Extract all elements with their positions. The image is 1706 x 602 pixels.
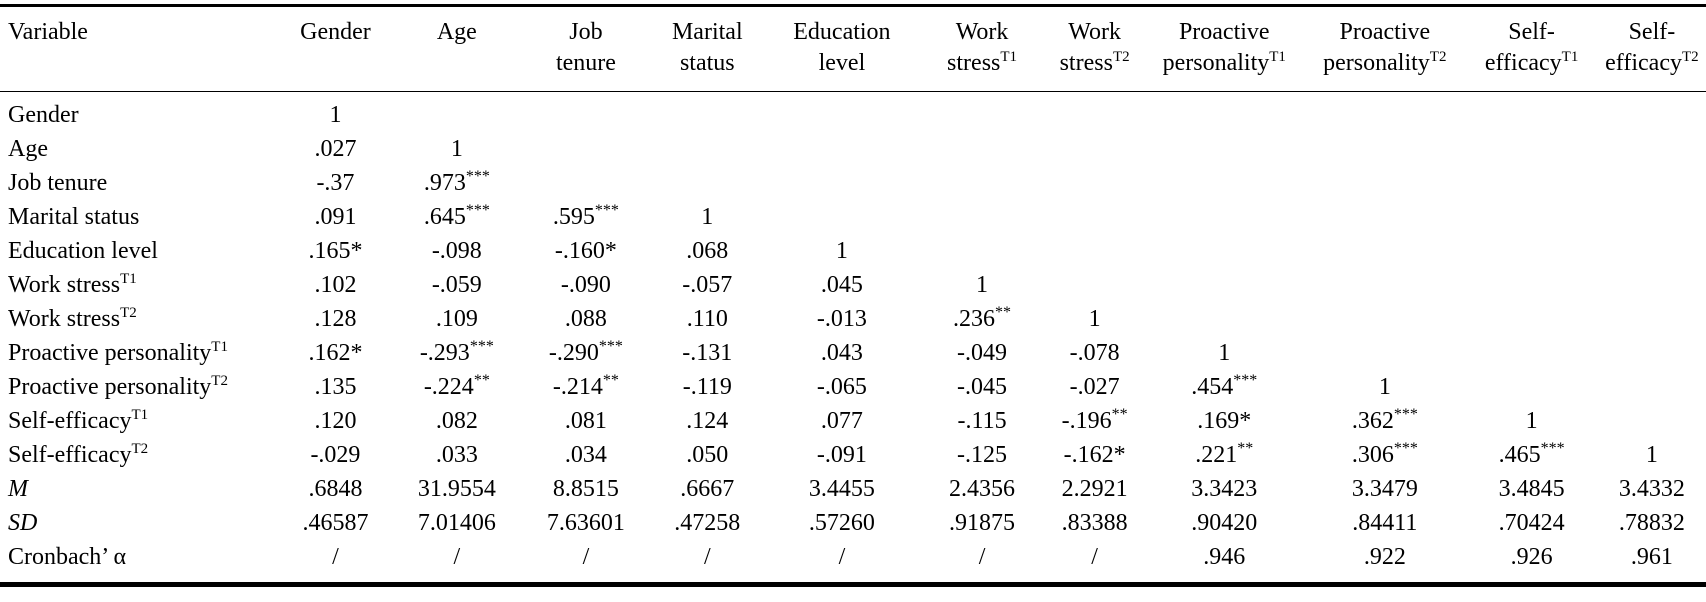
table-cell (919, 92, 1045, 133)
table-cell: 1 (1645, 442, 1658, 468)
table-row (0, 370, 1706, 404)
table-cell (1465, 268, 1597, 302)
table-cell (1304, 404, 1465, 438)
table-row (0, 200, 1706, 234)
table-cell (1465, 92, 1597, 133)
table-cell: .46587 (302, 510, 369, 536)
table-cell: 8.8515 (552, 476, 619, 502)
header-text: Marital (671, 19, 743, 45)
table-cell: .102 (314, 272, 357, 298)
table-cell (919, 166, 1045, 200)
table-cell: -.160* (554, 238, 617, 264)
row-label-text: Cronbach’ α (8, 544, 127, 570)
header-text: personality (1323, 50, 1430, 76)
header-text: stress (947, 50, 1001, 76)
column-header (1465, 6, 1597, 92)
table-cell: .78832 (1618, 510, 1685, 536)
column-header (1144, 6, 1304, 92)
table-cell: 1 (329, 102, 342, 128)
table-cell (1465, 132, 1597, 166)
header-row (0, 6, 1706, 92)
header-text: efficacy (1484, 50, 1562, 76)
row-label-superscript: T1 (120, 271, 137, 287)
column-header (919, 6, 1045, 92)
table-cell (1144, 132, 1304, 166)
table-cell (1304, 234, 1465, 268)
table-cell (919, 302, 1045, 336)
table-cell: .088 (564, 306, 607, 332)
header-text: stress (1059, 50, 1113, 76)
header-superscript: T1 (1269, 49, 1286, 65)
table-cell: .068 (686, 238, 729, 264)
header-text: level (818, 50, 866, 76)
table-cell: .128 (314, 306, 357, 332)
table-cell (1598, 132, 1706, 166)
header-text: personality (1162, 50, 1270, 76)
table-cell (522, 200, 650, 234)
table-cell (1144, 370, 1304, 404)
table-cell: .922 (1363, 544, 1406, 570)
cell-value: .306 (1351, 442, 1394, 468)
table-cell: 7.63601 (546, 510, 625, 536)
header-superscript: T1 (1000, 49, 1018, 65)
table-cell: .135 (314, 374, 357, 400)
cell-value: .221 (1195, 442, 1238, 468)
header-text: Self- (1628, 19, 1676, 45)
table-cell: -.059 (431, 272, 482, 298)
row-label-superscript: T2 (211, 373, 228, 389)
table-cell: 1 (1088, 306, 1101, 332)
header-text: Gender (300, 19, 371, 45)
table-cell: 2.2921 (1061, 476, 1128, 502)
table-cell: -.045 (957, 374, 1008, 400)
column-header (765, 6, 919, 92)
table-cell: .84411 (1352, 510, 1418, 536)
table-row (0, 92, 1706, 133)
table-cell (765, 166, 919, 200)
cell-value: .236 (953, 306, 996, 332)
header-text: Education (793, 19, 891, 45)
row-label-text: Marital status (8, 204, 140, 230)
table-cell (765, 92, 919, 133)
table-cell: .926 (1510, 544, 1553, 570)
table-cell (522, 92, 650, 133)
table-cell: 3.3479 (1351, 476, 1418, 502)
cell-value: .645 (423, 204, 466, 230)
table-cell (1598, 302, 1706, 336)
table-cell: .90420 (1191, 510, 1258, 536)
table-cell: .124 (686, 408, 729, 434)
row-label (0, 200, 279, 234)
table-cell: .83388 (1061, 510, 1128, 536)
table-cell: -.049 (957, 340, 1008, 366)
row-label (0, 506, 279, 540)
table-cell: / (1091, 544, 1098, 570)
table-cell: .033 (435, 442, 478, 468)
row-label (0, 540, 279, 585)
column-header (522, 6, 650, 92)
table-cell: / (703, 544, 711, 570)
header-text: Proactive (1178, 19, 1270, 45)
table-cell: .169* (1197, 408, 1252, 434)
row-label-superscript: T1 (131, 407, 149, 423)
significance-stars: ** (995, 304, 1012, 321)
table-cell: 1 (1525, 408, 1538, 434)
table-cell (392, 166, 522, 200)
table-row (0, 404, 1706, 438)
header-text: Work (955, 19, 1009, 45)
column-header (392, 6, 522, 92)
table-row (0, 336, 1706, 370)
table-cell: .082 (435, 408, 478, 434)
significance-stars: *** (594, 202, 619, 219)
cell-value: -.214 (552, 374, 603, 400)
table-row (0, 438, 1706, 472)
table-cell (1465, 302, 1597, 336)
table-row (0, 506, 1706, 540)
table-cell: .57260 (808, 510, 875, 536)
table-cell: 3.3423 (1191, 476, 1258, 502)
table-cell (1045, 200, 1144, 234)
column-header (1598, 6, 1706, 92)
table-cell: / (453, 544, 461, 570)
table-cell (1465, 200, 1597, 234)
header-text: Proactive (1339, 19, 1431, 45)
table-cell (919, 132, 1045, 166)
header-text: Job (569, 19, 603, 45)
row-label-text: SD (8, 510, 38, 536)
table-cell: .946 (1203, 544, 1246, 570)
table-cell: 1 (450, 136, 463, 162)
table-cell (1465, 370, 1597, 404)
header-text: Self- (1508, 19, 1555, 45)
table-cell: .165* (308, 238, 363, 264)
table-cell (1144, 438, 1304, 472)
table-cell (392, 336, 522, 370)
row-label-text: Education level (8, 238, 158, 264)
table-cell (522, 166, 650, 200)
table-cell (650, 132, 765, 166)
header-superscript: T2 (1112, 49, 1130, 65)
table-cell: .109 (435, 306, 478, 332)
table-cell (1598, 166, 1706, 200)
table-cell: .027 (314, 136, 357, 162)
column-header-variable (0, 6, 279, 92)
table-cell: -.115 (957, 408, 1007, 434)
significance-stars: ** (473, 372, 490, 389)
table-cell (1045, 132, 1144, 166)
table-cell: .91875 (949, 510, 1016, 536)
table-cell: 1 (835, 238, 848, 264)
table-cell: .961 (1630, 544, 1673, 570)
table-cell: 1 (701, 204, 714, 230)
table-row (0, 472, 1706, 506)
row-label-text: Work stress (8, 306, 121, 332)
table-cell (1045, 268, 1144, 302)
significance-stars: ** (602, 372, 619, 389)
table-cell: -.098 (431, 238, 482, 264)
table-cell (650, 166, 765, 200)
row-label-text: Proactive personality (8, 374, 212, 400)
table-cell (392, 370, 522, 404)
row-label (0, 472, 279, 506)
table-cell: -.065 (816, 374, 867, 400)
significance-stars: ** (1237, 440, 1254, 457)
table-cell (1304, 336, 1465, 370)
table-cell: -.125 (957, 442, 1008, 468)
table-cell: -.078 (1069, 340, 1120, 366)
table-cell: .081 (564, 408, 607, 434)
table-cell (1598, 404, 1706, 438)
table-cell: / (332, 544, 339, 570)
table-cell (1598, 336, 1706, 370)
row-label (0, 166, 279, 200)
header-text: Variable (8, 19, 88, 45)
table-cell: / (838, 544, 846, 570)
table-cell (1465, 234, 1597, 268)
table-cell (1144, 92, 1304, 133)
table-cell: -.119 (682, 374, 732, 400)
table-cell (1598, 92, 1706, 133)
table-cell (1304, 200, 1465, 234)
table-cell: 1 (1378, 374, 1391, 400)
row-label (0, 438, 279, 472)
row-label (0, 370, 279, 404)
table-cell: .045 (820, 272, 863, 298)
row-label-text: Self-efficacy (8, 408, 132, 434)
row-label (0, 92, 279, 133)
table-row (0, 166, 1706, 200)
cell-value: .362 (1351, 408, 1394, 434)
table-cell (1304, 268, 1465, 302)
column-header (650, 6, 765, 92)
table-row (0, 302, 1706, 336)
column-header (1304, 6, 1465, 92)
correlation-table (0, 4, 1706, 587)
row-label-text: Work stress (8, 272, 121, 298)
table-cell (1465, 166, 1597, 200)
significance-stars: ** (1111, 406, 1128, 423)
column-header (279, 6, 392, 92)
cell-value: .595 (552, 204, 595, 230)
cell-value: -.290 (548, 340, 599, 366)
table-cell (765, 132, 919, 166)
table-cell (1144, 268, 1304, 302)
significance-stars: *** (469, 338, 494, 355)
table-row (0, 132, 1706, 166)
significance-stars: *** (1393, 406, 1418, 423)
table-cell (522, 370, 650, 404)
row-label-text: Proactive personality (8, 340, 212, 366)
table-cell: .162* (308, 340, 363, 366)
header-superscript: T1 (1561, 49, 1579, 65)
table-cell: .050 (686, 442, 729, 468)
cell-value: -.293 (419, 340, 470, 366)
table-cell (1304, 166, 1465, 200)
table-cell (919, 234, 1045, 268)
significance-stars: *** (1540, 440, 1565, 457)
significance-stars: *** (465, 168, 490, 185)
table-cell: .120 (314, 408, 357, 434)
table-cell: 7.01406 (417, 510, 496, 536)
table-cell (392, 200, 522, 234)
table-cell (1144, 302, 1304, 336)
column-header (1045, 6, 1144, 92)
table-cell (1045, 234, 1144, 268)
header-text: Work (1068, 19, 1121, 45)
row-label-text: Job tenure (8, 170, 108, 196)
table-cell: .077 (820, 408, 863, 434)
significance-stars: *** (1233, 372, 1258, 389)
row-label-superscript: T1 (211, 339, 228, 355)
cell-value: .973 (423, 170, 466, 196)
table-cell (765, 200, 919, 234)
table-cell (1465, 336, 1597, 370)
table-cell (1598, 200, 1706, 234)
row-label-text: Gender (8, 102, 79, 128)
table-cell: .6667 (680, 476, 735, 502)
row-label-superscript: T2 (120, 305, 137, 321)
table-body (0, 92, 1706, 585)
row-label (0, 268, 279, 302)
table-cell: / (582, 544, 590, 570)
table-cell (1144, 166, 1304, 200)
table-cell: / (978, 544, 986, 570)
table-cell (650, 92, 765, 133)
header-text: efficacy (1605, 50, 1682, 76)
header-superscript: T2 (1429, 49, 1447, 65)
table-cell (1144, 200, 1304, 234)
table-cell: 31.9554 (417, 476, 496, 502)
table-cell (1598, 370, 1706, 404)
table-cell (1304, 302, 1465, 336)
table-cell: .6848 (308, 476, 363, 502)
table-cell: -.013 (816, 306, 867, 332)
table-cell (1304, 92, 1465, 133)
table-cell: 3.4332 (1618, 476, 1685, 502)
table-cell: -.131 (682, 340, 733, 366)
table-cell: -.027 (1069, 374, 1120, 400)
table-cell (1144, 234, 1304, 268)
table-cell: -.029 (310, 442, 361, 468)
table-cell (1598, 234, 1706, 268)
row-label-text: Age (8, 136, 48, 162)
table-cell (392, 92, 522, 133)
table-cell (1598, 268, 1706, 302)
table-cell (1304, 132, 1465, 166)
table-cell: .034 (564, 442, 607, 468)
cell-value: -.196 (1061, 408, 1112, 434)
header-superscript: T2 (1681, 49, 1699, 65)
table-cell: -.091 (816, 442, 867, 468)
header-text: Age (436, 19, 477, 45)
table-header (0, 6, 1706, 92)
table-cell (522, 132, 650, 166)
table-cell (522, 336, 650, 370)
table-cell: -.057 (682, 272, 733, 298)
table-cell: 2.4356 (949, 476, 1016, 502)
cell-value: .465 (1498, 442, 1541, 468)
table-row (0, 540, 1706, 585)
header-text: status (679, 50, 735, 76)
table-cell (1045, 166, 1144, 200)
table-cell: .47258 (674, 510, 741, 536)
row-label-text: M (8, 476, 28, 502)
table-cell: .110 (686, 306, 728, 332)
row-label (0, 302, 279, 336)
table-row (0, 268, 1706, 302)
significance-stars: *** (1393, 440, 1418, 457)
row-label (0, 336, 279, 370)
row-label (0, 132, 279, 166)
row-label-superscript: T2 (131, 441, 149, 457)
table-cell: -.090 (560, 272, 611, 298)
significance-stars: *** (598, 338, 623, 355)
table-cell (1465, 438, 1597, 472)
table-cell (1045, 92, 1144, 133)
table-cell (1304, 438, 1465, 472)
table-cell: .091 (314, 204, 357, 230)
significance-stars: *** (465, 202, 490, 219)
table-cell: 1 (976, 272, 989, 298)
cell-value: .454 (1191, 374, 1234, 400)
table-cell: 1 (1218, 340, 1231, 366)
table-cell (919, 200, 1045, 234)
table-cell: .043 (820, 340, 863, 366)
header-text: tenure (555, 50, 616, 76)
cell-value: -.224 (423, 374, 474, 400)
table-cell: 3.4845 (1498, 476, 1565, 502)
row-label (0, 404, 279, 438)
table-cell: -.162* (1063, 442, 1126, 468)
table-cell (1045, 404, 1144, 438)
table-row (0, 234, 1706, 268)
table-cell: .70424 (1498, 510, 1565, 536)
table-cell: -.37 (316, 170, 355, 196)
row-label-text: Self-efficacy (8, 442, 132, 468)
table-cell: 3.4455 (808, 476, 875, 502)
row-label (0, 234, 279, 268)
